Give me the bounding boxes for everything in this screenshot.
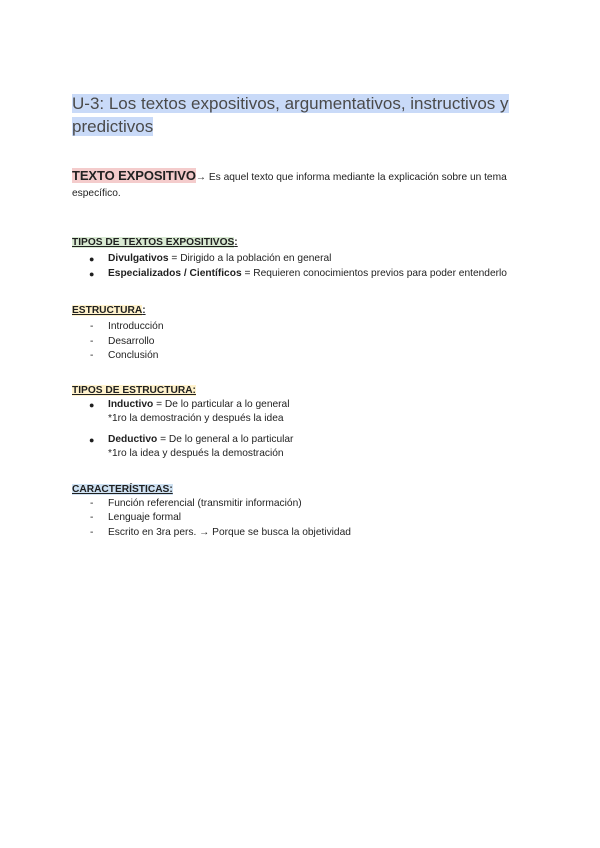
section-heading: TIPOS DE TEXTOS EXPOSITIVOS:: [72, 237, 238, 248]
section-heading: CARACTERÍSTICAS:: [72, 483, 173, 495]
list-item: ● Inductivo = De lo particular a lo general *1ro la demostración y después la idea: [72, 398, 532, 427]
section-heading: TIPOS DE ESTRUCTURA:: [72, 384, 196, 396]
dash-list: [72, 497, 532, 541]
intro-keyword: TEXTO EXPOSITIVO: [72, 168, 196, 183]
item-note: *1ro la idea y después la demostración: [108, 448, 284, 459]
section-tipos-textos: [72, 236, 532, 281]
list-item: - Conclusión: [72, 349, 532, 364]
intro-paragraph: [72, 168, 532, 202]
dash-icon: -: [90, 497, 94, 509]
bullet-list: [72, 398, 532, 462]
bullet-icon: ●: [89, 434, 95, 445]
dash-icon: -: [90, 321, 94, 332]
dash-icon: -: [90, 526, 94, 538]
list-item: - Escrito en 3ra pers. → Porque se busca la objetividad: [72, 526, 532, 541]
bullet-icon: ●: [89, 399, 95, 410]
section-caracteristicas: [72, 483, 532, 541]
bullet-icon: ●: [89, 254, 95, 264]
dash-icon: -: [90, 335, 94, 347]
list-item: ● Divulgativos = Dirigido a la población en general: [72, 252, 532, 267]
list-item: ● Especializados / Científicos = Requieren conocimientos previos para poder entenderlo: [72, 267, 532, 282]
dash-icon: -: [90, 350, 94, 361]
item-note: *1ro la demostración y después la idea: [108, 413, 284, 424]
document-page: [72, 92, 532, 540]
page-title: U-3: Los textos expositivos, argumentativos, instructivos y predictivos: [72, 94, 509, 136]
section-heading: ESTRUCTURA:: [72, 305, 146, 316]
bullet-list: [72, 252, 532, 281]
bullet-icon: ●: [89, 268, 95, 279]
section-tipos-estructura: [72, 384, 532, 462]
intro-text: → Es aquel texto que informa mediante la explicación sobre un tema específico.: [72, 172, 507, 199]
list-item: - Función referencial (transmitir información): [72, 497, 532, 512]
list-item: - Lenguaje formal: [72, 511, 532, 526]
list-item: - Desarrollo: [72, 335, 532, 350]
list-item: - Introducción: [72, 320, 532, 335]
section-estructura: [72, 304, 532, 364]
dash-icon: -: [90, 512, 94, 523]
list-item: ● Deductivo = De lo general a lo particular *1ro la idea y después la demostración: [72, 433, 532, 462]
dash-list: [72, 320, 532, 364]
